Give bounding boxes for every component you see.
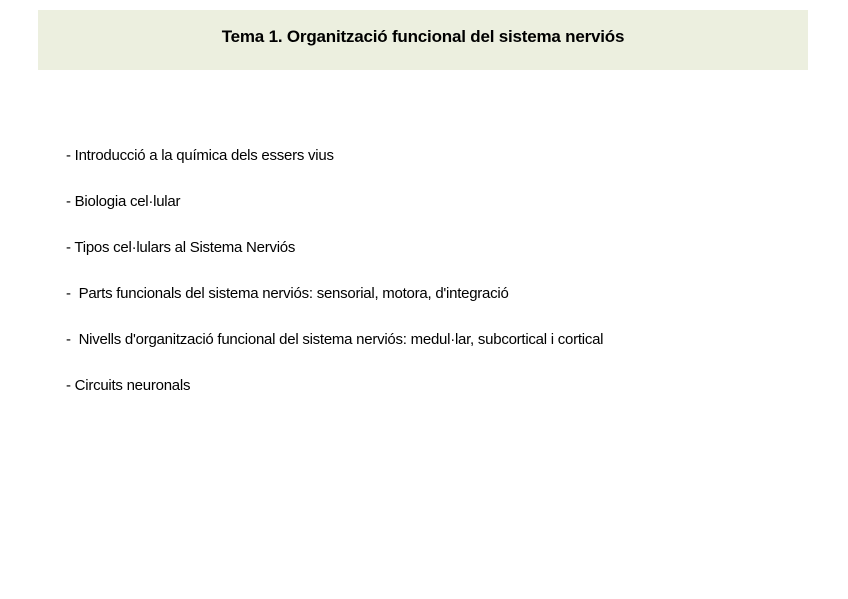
title-band xyxy=(38,10,808,70)
bullet-item: - Tipos cel·lulars al Sistema Nerviós xyxy=(66,239,296,256)
bullet-item: - Circuits neuronals xyxy=(66,377,191,394)
bullet-item: - Biologia cel·lular xyxy=(66,193,181,210)
bullet-item: - Introducció a la química dels essers vius xyxy=(66,147,334,164)
bullet-item: - Nivells d'organització funcional del sistema nerviós: medul·lar, subcortical i cortical xyxy=(66,331,604,348)
bullet-item: - Parts funcionals del sistema nerviós: sensorial, motora, d'integració xyxy=(66,285,509,302)
bullet-list xyxy=(66,146,826,422)
slide-title: Tema 1. Organització funcional del sistema nerviós xyxy=(221,27,625,46)
